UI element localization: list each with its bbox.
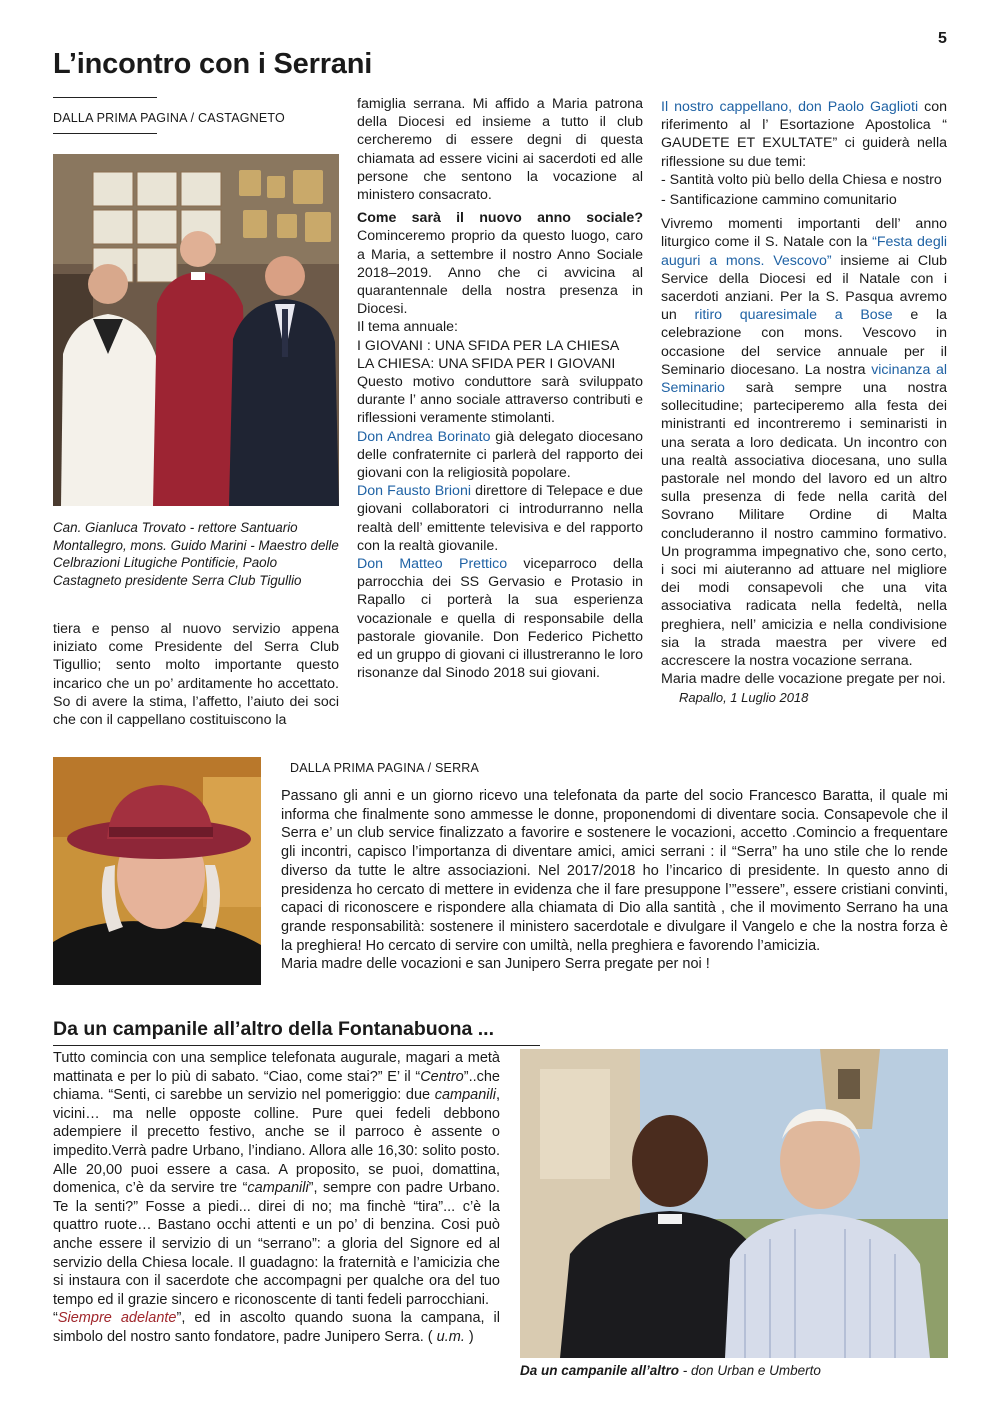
name-fausto-brioni: Don Fausto Brioni bbox=[357, 483, 471, 500]
column3 bbox=[661, 98, 947, 707]
photo-clergy-group bbox=[53, 154, 339, 506]
section3-title: Da un campanile all’altro della Fontanabuona ... bbox=[53, 1018, 494, 1040]
section2-closing: Maria madre delle vocazioni e san Junipero Serra pregate per noi ! bbox=[281, 956, 710, 973]
theme-label: Il tema annuale: bbox=[357, 319, 458, 336]
page-title: L’incontro con i Serrani bbox=[53, 48, 373, 80]
signature-date: Rapallo, 1 Luglio 2018 bbox=[679, 689, 809, 705]
photo-woman-red-hat bbox=[53, 757, 261, 985]
photo-caption-clergy: Can. Gianluca Trovato - rettore Santuario Montallegro, mons. Guido Marini - Maestro delle Celbrazioni Litugiche Pontificie, Paolo Castagneto presidente Serra Club Tigullio bbox=[53, 520, 339, 588]
section3-paragraph-2: “Siempre adelante”, ed in ascolto quando suona la campana, il simbolo del nostro santo fondatore, padre Junipero Serra. ( u.m. ) bbox=[53, 1310, 500, 1345]
column3-closing: Maria madre delle vocazione pregate per noi. Rapallo, 1 Luglio 2018 bbox=[661, 671, 946, 705]
section2-body bbox=[281, 787, 948, 974]
section-kicker-castagneto: DALLA PRIMA PAGINA / CASTAGNETO bbox=[53, 111, 285, 125]
section3-paragraph-1: Tutto comincia con una semplice telefonata augurale, magari a metà mattinata e per lo più di sabato. “Ciao, come stai?” E’ il “Centro”..che chiama. “Senti, ci sarebbe un servizio nel pomeriggio: due campanili, vicini… ma nelle opposte colline. Pure quei fedeli debbono adempiere il precetto festivo, anche se il parroco è assente o impedito.Verrà padre Urbano, l’indiano. Allora alle 16,30: solito posto. Alle 20,00 puoi essere a casa. A proposito, se puoi, domattina, domenica, c’è da servire tre “campanili”, sempre con padre Urbano. Te la senti?” Fosse a piedi... direi di no; ma finchè “tira”... c’è la quattro ruote… Bastano occhi attenti e un po’ di benzina. Cosi può anche essere il servizio di un “serrano”: a gloria del Signore ed al servizio della Chiesa locale. Il guadagno: la fraternità e l’amicizia che si instaura con il sacerdote che accompagni per qualche ora del tuo tempo ed il grazie sincero e riconoscente di tanti fedeli parrocchiani. bbox=[53, 1050, 501, 1308]
column1-text: tiera e penso al nuovo servizio appena iniziato come Presidente del Serra Club Tigullio; sento molto importante questo incarico che un po’ arditamente ho accettato. So di avere la stima, l’affetto, l’aiuto dei soci che con il cappellano costituiscono la bbox=[53, 621, 339, 729]
column2-paragraph-4: Don Andrea Borinato già delegato diocesano delle confraternite ci parlerà del rapporto dei giovani con la religiosità popolare. bbox=[357, 428, 643, 482]
name-paolo-gaglioti: Il nostro cappellano, don Paolo Gaglioti bbox=[661, 99, 919, 115]
section3-title-rule bbox=[53, 1045, 540, 1046]
name-andrea-borinato: Don Andrea Borinato bbox=[357, 428, 491, 445]
section2-text: Passano gli anni e un giorno ricevo una telefonata da parte del socio Francesco Baratta, il quale mi informa che finalmente sono ammesse le donne, proponendomi di diventare socia. Consapevole che il Serra e’ un club service finalizzato a favorire e sostenere le vocazioni, accetto .Comincio a frequentare gli incontri, capisco l’importanza di diventare amici, amici serrani : il “Serra” ha uno stile che lo rende diverso da tutte le altre associazioni. Nel 2017/2018 ho l’incarico di presidente. In questo anno di presidenza ho cercato di mettere in evidenza che il fare presuppone l’”essere”, essere cristiani convinti, capaci di riconoscere e rispondere alla chiamata di Dio alla santità , che il movimento Serrano ha una grande responsabilità: sostenere il ministero sacerdotale e divulgare il Vangelo e che la nostra forza è la preghiera! Ho cercato di servire con umiltà, nella preghiera e favorendo l’amicizia. bbox=[281, 788, 948, 954]
photo-don-urban-umberto bbox=[520, 1049, 948, 1358]
name-matteo-prettico: Don Matteo Prettico bbox=[357, 556, 508, 573]
page-number: 5 bbox=[938, 30, 947, 47]
photo-caption-campanile: Da un campanile all’altro - don Urban e Umberto bbox=[520, 1363, 821, 1378]
section-kicker-serra: DALLA PRIMA PAGINA / SERRA bbox=[290, 761, 480, 775]
section3-body bbox=[53, 1049, 500, 1347]
theme-line-2: LA CHIESA: UNA SFIDA PER I GIOVANI bbox=[357, 355, 616, 372]
column3-paragraph-2: Vivremo momenti importanti dell’ anno liturgico come il S. Natale con la “Festa degli auguri a mons. Vescovo” insieme ai Club Service della Diocesi ed il Natale con i sacerdoti anziani. Per la S. Pasqua avremo un ritiro quaresimale a Bose e la celebrazione con mons. Vescovo in occasione del service annuale per il Seminario diocesano. La nostra vicinanza al Seminario sarà sempre una nostra sollecitudine; parteciperemo alla festa dei ministranti ed incontreremo i seminaristi in una serata a loro dedicata. Un incontro con una realtà associativa diocesana, uno sulla pastorale nel mondo del lavoro ed un altro sulla presenza di fede nella carità del Sovrano Militare Ordine di Malta concluderanno il nostro cammino formativo. Un programma impegnativo che, sono certo, i soci mi aiuteranno ad attuare nel migliore dei modi consapevoli che una vita associativa radicata nella fedeltà, nella preghiera, nell’ amicizia e nella condivisione sia la strada maestra per vivere ed accrescere la nostra vocazione serrana. bbox=[661, 216, 948, 670]
motto-siempre-adelante: Siempre adelante bbox=[57, 1310, 177, 1327]
column2-paragraph-1: famiglia serrana. Mi affido a Maria patrona della Diocesi ed insieme a tutto il club cercheremo di essere degni di questa chiamata ad essere vicini ai sacerdoti ed alle persone che sentono la vocazione al ministero consacrato. bbox=[357, 96, 643, 204]
column2 bbox=[357, 95, 643, 683]
question-heading: Come sarà il nuovo anno sociale? bbox=[357, 210, 643, 227]
column2-paragraph-6: Don Matteo Prettico viceparroco della parrocchia dei SS Gervasio e Protasio in Rapallo ci porterà la sua esperienza vocazionale e quella di responsabile della pastorale giovanile. Don Federico Pichetto ed un gruppo di giovani ci illustreranno le loro risonanze dal Sinodo 2018 sui giovani. bbox=[357, 556, 643, 682]
theme-line-1: I GIOVANI : UNA SFIDA PER LA CHIESA bbox=[357, 337, 620, 354]
kicker-rule-top bbox=[53, 97, 157, 98]
theme-list-item-1: - Santità volto più bello della Chiesa e nostro bbox=[661, 171, 942, 188]
column2-paragraph-5: Don Fausto Brioni direttore di Telepace e due giovani collaboratori ci introdurranno nella realtà dell’ emittente televisiva e del rapporto con la realtà giovanile. bbox=[357, 483, 643, 554]
column2-paragraph-2: Come sarà il nuovo anno sociale? Cominceremo proprio da questo luogo, caro a Maria, a settembre il nostro Anno Sociale 2018–2019. Anno che ci avvicina al quarantennale della nostra presenza in Diocesi. bbox=[357, 210, 643, 318]
author-initials: u.m. bbox=[436, 1328, 465, 1345]
theme-list-item-2: - Santificazione cammino comunitario bbox=[661, 192, 897, 209]
column3-paragraph-1: Il nostro cappellano, don Paolo Gaglioti con riferimento al l’ Esortazione Apostolica “ GAUDETE ET EXULTATE” ci guiderà nella riflessione su due temi: bbox=[661, 99, 947, 170]
kicker-rule-bottom bbox=[53, 133, 157, 134]
column2-paragraph-3: Questo motivo conduttore sarà sviluppato durante l’ anno sociale attraverso contributi e riflessioni veramente stimolanti. bbox=[357, 374, 643, 427]
